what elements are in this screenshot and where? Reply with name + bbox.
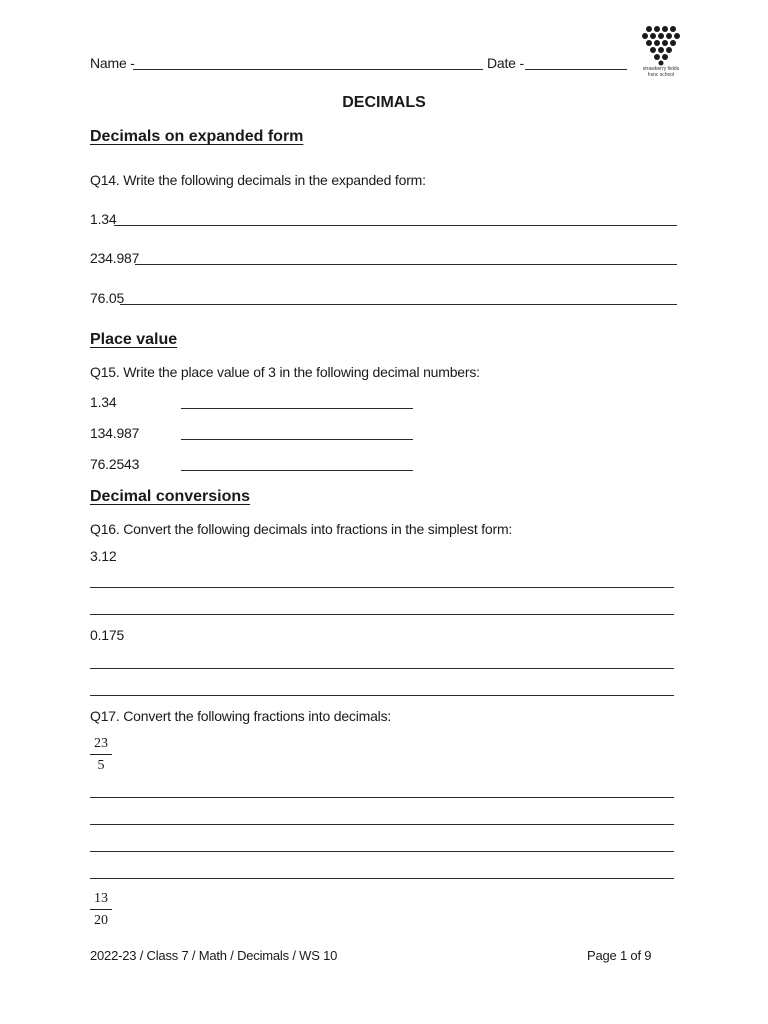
q15-item-3: 76.2543: [90, 456, 140, 472]
q15-item-1: 1.34: [90, 394, 117, 410]
fraction-denominator: 20: [94, 913, 108, 928]
q17-answer-line-4[interactable]: [90, 878, 674, 879]
q14-item-1: 1.34: [90, 211, 117, 227]
q15-answer-line-2[interactable]: [181, 439, 413, 440]
page-number: Page 1 of 9: [587, 948, 652, 963]
logo-caption: [636, 66, 686, 78]
name-field[interactable]: [133, 69, 483, 70]
fraction-numerator: 23: [94, 736, 108, 751]
q15-answer-line-1[interactable]: [181, 408, 413, 409]
date-label: Date -: [487, 55, 524, 71]
q14-answer-line-3[interactable]: [120, 304, 677, 305]
section-heading-expanded: Decimals on expanded form: [90, 128, 304, 145]
question-q14: Q14. Write the following decimals in the expanded form:: [90, 172, 426, 188]
page-title: DECIMALS: [342, 94, 426, 111]
question-q15: Q15. Write the place value of 3 in the following decimal numbers:: [90, 364, 480, 380]
q16-answer-line-4[interactable]: [90, 695, 674, 696]
question-q16: Q16. Convert the following decimals into fractions in the simplest form:: [90, 521, 513, 537]
fraction-numerator: 13: [94, 891, 108, 906]
section-heading-conversions: Decimal conversions: [90, 488, 251, 505]
name-label: Name -: [90, 55, 135, 71]
q17-answer-line-1[interactable]: [90, 797, 674, 798]
q14-item-2: 234.987: [90, 250, 140, 266]
section-heading-place-value: Place value: [90, 331, 178, 348]
q14-answer-line-2[interactable]: [135, 264, 677, 265]
q16-answer-line-2[interactable]: [90, 614, 674, 615]
logo-text-1: strawberry fields: [642, 66, 680, 72]
q17-answer-line-2[interactable]: [90, 824, 674, 825]
q16-item-2: 0.175: [90, 627, 125, 643]
footer-left: 2022-23 / Class 7 / Math / Decimals / WS 10: [90, 948, 338, 963]
q14-item-3: 76.05: [90, 290, 125, 306]
q14-answer-line-1[interactable]: [114, 225, 677, 226]
q16-answer-line-1[interactable]: [90, 587, 674, 588]
date-field[interactable]: [525, 69, 627, 70]
question-q17: Q17. Convert the following fractions into decimals:: [90, 708, 392, 724]
q15-item-2: 134.987: [90, 425, 140, 441]
q17-answer-line-3[interactable]: [90, 851, 674, 852]
q15-answer-line-3[interactable]: [181, 470, 413, 471]
q16-answer-line-3[interactable]: [90, 668, 674, 669]
logo-text-2: hsnc school: [647, 72, 675, 78]
fraction-13-20: [90, 890, 112, 930]
fraction-denominator: 5: [97, 758, 105, 773]
fraction-23-5: [90, 735, 112, 775]
fraction-bar: [90, 754, 112, 755]
q16-item-1: 3.12: [90, 548, 117, 564]
fraction-bar: [90, 909, 112, 910]
